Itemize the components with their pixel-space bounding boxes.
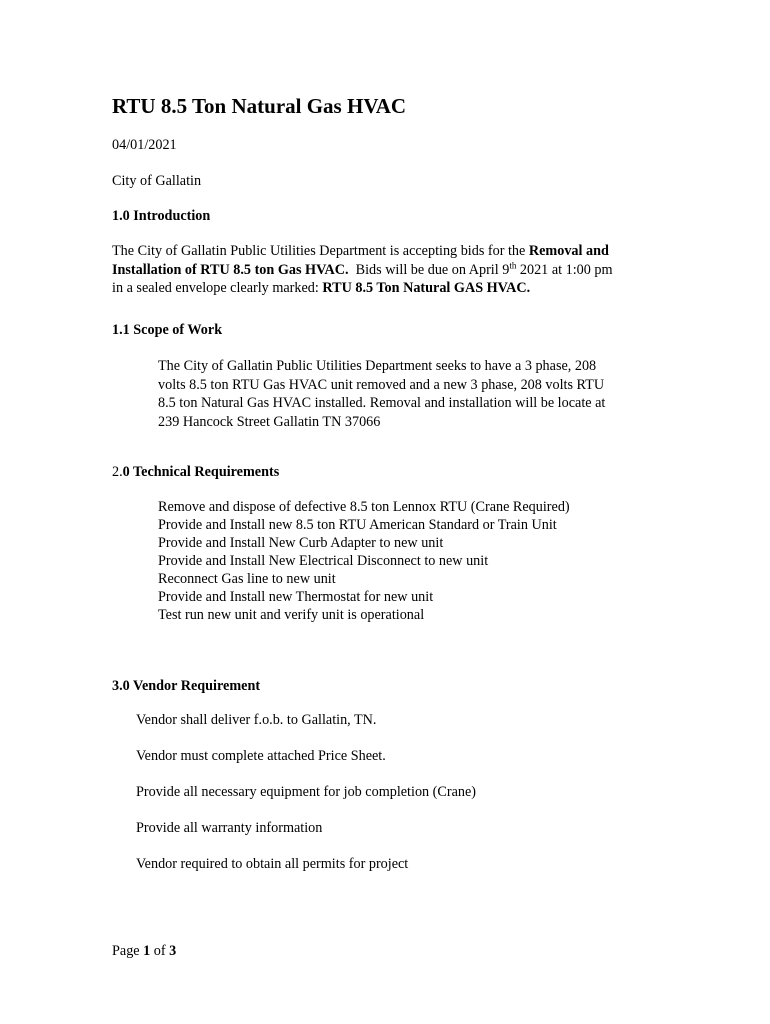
list-item: Test run new unit and verify unit is operational [158, 607, 425, 623]
page-current: 1 [143, 943, 151, 959]
technical-requirements-list [158, 498, 570, 624]
list-item: Provide all warranty information [136, 820, 323, 836]
list-item: Provide and Install new 8.5 ton RTU American Standard or Train Unit [158, 517, 557, 533]
introduction-heading: 1.0 Introduction [112, 208, 211, 224]
introduction-line-3 [112, 279, 652, 298]
introduction-text: in a sealed envelope clearly marked: [112, 280, 323, 296]
page-number [112, 943, 176, 960]
introduction-paragraph [112, 242, 652, 298]
page-of: of [150, 943, 170, 959]
list-item: Provide all necessary equipment for job completion (Crane) [136, 784, 477, 800]
list-item: Remove and dispose of defective 8.5 ton Lennox RTU (Crane Required) [158, 499, 570, 515]
introduction-bold-text: Removal and [528, 243, 609, 259]
technical-heading-number: 2. [112, 464, 123, 480]
organization-name: City of Gallatin [112, 173, 202, 189]
technical-heading [112, 463, 279, 481]
introduction-line-1 [112, 242, 652, 261]
vendor-heading: 3.0 Vendor Requirement [112, 678, 261, 694]
introduction-text: Bids will be due on April 9 [348, 261, 510, 278]
list-item: Provide and Install New Curb Adapter to new unit [158, 535, 444, 551]
list-item: Provide and Install new Thermostat for new unit [158, 589, 434, 605]
scope-line: 8.5 ton Natural Gas HVAC installed. Removal and installation will be locate at [158, 395, 606, 411]
introduction-text: The City of Gallatin Public Utilities Department is accepting bids for the [112, 243, 529, 259]
scope-line: volts 8.5 ton RTU Gas HVAC unit removed and a new 3 phase, 208 volts RTU [158, 376, 605, 393]
envelope-marking: RTU 8.5 Ton Natural GAS HVAC. [322, 280, 531, 296]
list-item: Vendor must complete attached Price Sheet. [136, 748, 386, 764]
list-item: Provide and Install New Electrical Disconnect to new unit [158, 553, 489, 569]
document-date: 04/01/2021 [112, 137, 177, 153]
introduction-bold-text: Installation of RTU 8.5 ton Gas HVAC. [112, 261, 349, 278]
scope-paragraph [158, 357, 605, 431]
scope-line: The City of Gallatin Public Utilities Department seeks to have a 3 phase, 208 [158, 358, 597, 374]
document-title: RTU 8.5 Ton Natural Gas HVAC [112, 94, 407, 118]
ordinal-suffix: th [509, 259, 517, 270]
list-item: Vendor required to obtain all permits for project [136, 856, 409, 872]
technical-heading-text: 0 Technical Requirements [122, 464, 280, 480]
list-item: Vendor shall deliver f.o.b. to Gallatin, TN. [136, 712, 377, 728]
introduction-line-2 [112, 261, 652, 280]
list-item: Reconnect Gas line to new unit [158, 571, 336, 587]
page-total: 3 [169, 943, 177, 959]
scope-heading: 1.1 Scope of Work [112, 322, 223, 338]
page-label: Page [112, 943, 144, 959]
vendor-requirements-list [136, 711, 476, 891]
scope-line: 239 Hancock Street Gallatin TN 37066 [158, 413, 381, 430]
introduction-text: 2021 at 1:00 pm [516, 261, 613, 278]
